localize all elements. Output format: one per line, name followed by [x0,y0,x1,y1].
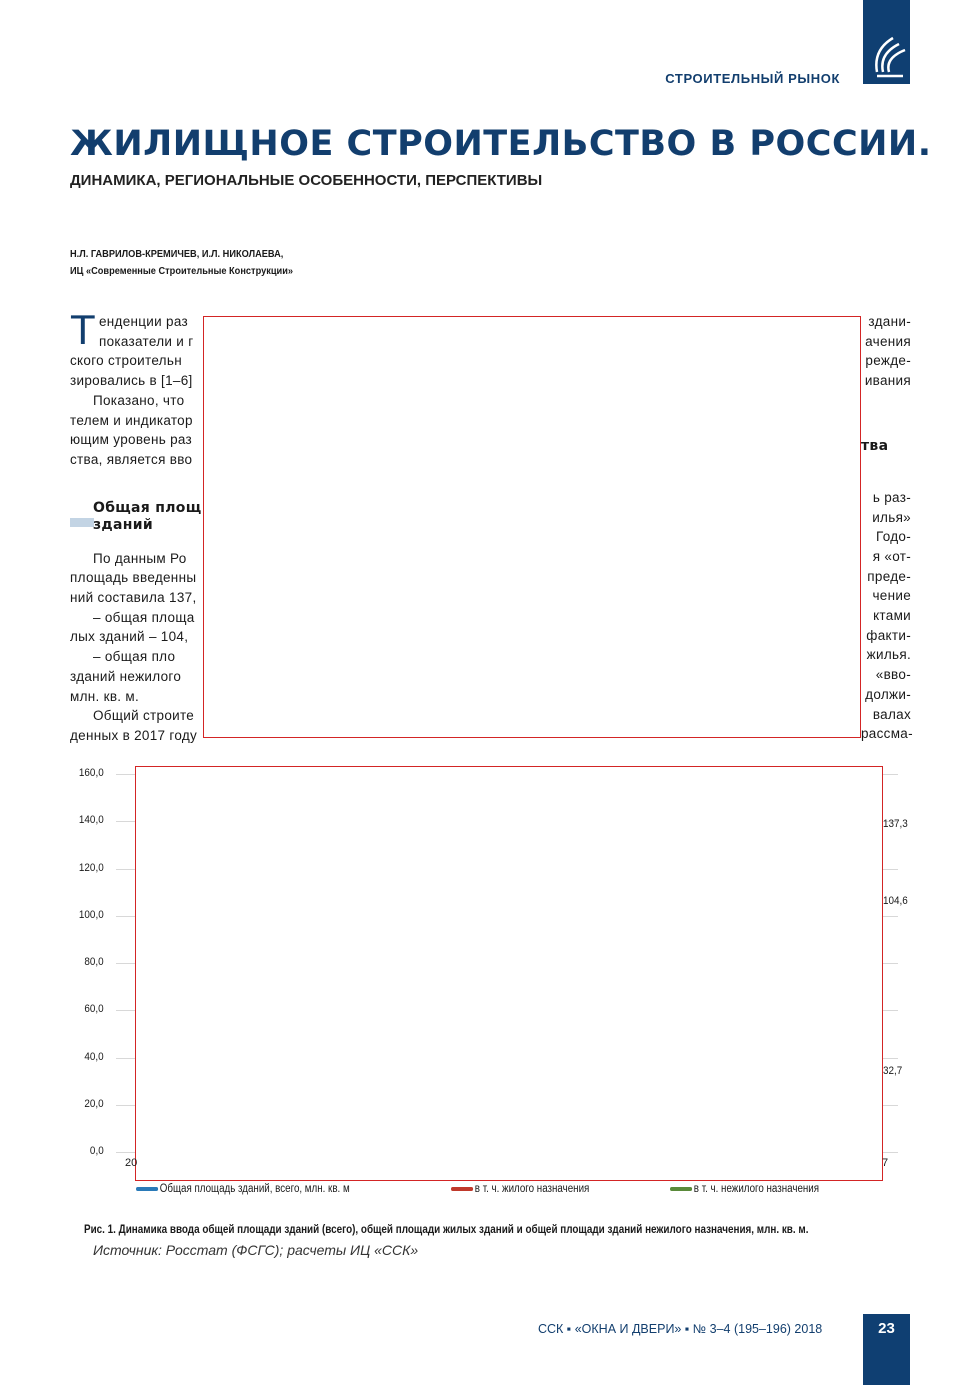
y-tick-label: 0,0 [89,1145,104,1157]
text-line: ского строительн [70,353,182,369]
right-column [861,312,911,744]
y-tick-label: 100,0 [78,908,104,921]
section-heading: тва [861,437,889,454]
legend-swatch [136,1187,158,1191]
section-heading: Общая площ [93,499,202,516]
text-line: млн. кв. м. [70,688,140,704]
text-line: денных в 2017 году [70,727,198,743]
text-line: ачения [865,333,911,349]
data-label: 32,7 [883,1064,903,1077]
redacted-region [203,316,861,738]
text-line: Общий строите [93,708,195,724]
article-subtitle: ДИНАМИКА, РЕГИОНАЛЬНЫЕ ОСОБЕННОСТИ, ПЕРСПЕКТИВЫ [70,172,543,189]
text-line: По данным Ро [93,550,187,566]
article-title: ЖИЛИЩНОЕ СТРОИТЕЛЬСТВО В РОССИИ. [70,124,932,164]
affiliation: ИЦ «Современные Строительные Конструкции» [70,265,294,277]
text-line: преде- [867,568,911,584]
logo [863,0,910,84]
text-line: зировались в [1–6] [70,373,193,389]
text-line: – общая пло [93,649,176,665]
text-line: ющим уровень раз [70,432,193,448]
text-line: площадь введенны [70,570,197,586]
left-column [70,306,202,746]
text-line: енденции раз [98,314,188,329]
y-tick-label: 140,0 [78,814,104,827]
text-line: должи- [865,686,911,702]
text-line: «вво- [875,667,911,683]
text-line: Показано, что [93,392,185,408]
figure-source: Источник: Росстат (ФСГС); расчеты ИЦ «ССК» [93,1242,419,1258]
section-heading: зданий [93,516,153,533]
text-line: показатели и г [98,333,194,349]
text-line: жилья. [866,647,911,663]
author-names: Н.Л. ГАВРИЛОВ-КРЕМИЧЕВ, И.Л. НИКОЛАЕВА, [70,248,284,260]
y-tick-label: 120,0 [78,861,104,874]
text-line: здани- [868,314,911,329]
legend-label: в т. ч. нежилого назначения [693,1183,820,1195]
text-line: лых зданий – 104, [70,629,189,645]
logo-icon [863,0,910,84]
text-line: ь раз- [872,489,911,505]
text-line: ктами [873,608,911,624]
text-line: Годо- [876,529,911,545]
legend-swatch [451,1187,473,1191]
x-tick-first: 20 [125,1157,138,1169]
y-tick-label: 80,0 [84,956,104,968]
text-line: чение [872,588,911,604]
authors [70,246,293,280]
figure-caption: Рис. 1. Динамика ввода общей площади зданий (всего), общей площади жилых зданий и общей площади зданий нежилого назначения, млн. кв. м. [84,1224,809,1236]
y-tick-label: 40,0 [84,1050,104,1063]
y-tick-label: 20,0 [84,1097,104,1110]
data-label: 137,3 [883,817,908,830]
legend-label: в т. ч. жилого назначения [474,1183,590,1195]
page-number: 23 [863,1314,910,1385]
text-line: – общая площа [93,609,195,625]
text-line: ний составила 137, [70,590,197,606]
text-line: ивания [864,373,911,389]
text-line: илья» [872,509,911,525]
legend-item-total [136,1183,350,1195]
text-line: рассма- [861,726,913,742]
text-line: ства, является вво [70,451,193,467]
text-line: валах [872,706,911,722]
text-line: телем и индикатор [70,412,193,428]
data-label: 104,6 [883,894,908,907]
legend-label: Общая площадь зданий, всего, млн. кв. м [159,1183,350,1195]
x-tick-last: 7 [882,1157,889,1169]
y-tick-label: 160,0 [78,767,104,779]
y-tick-label: 60,0 [84,1003,104,1016]
dropcap: Т [70,306,96,353]
redacted-chart-region [135,766,883,1181]
legend-swatch [670,1187,692,1191]
text-line: зданий нежилого [70,668,182,684]
footer-journal: ССК ▪ «ОКНА И ДВЕРИ» ▪ № 3–4 (195–196) 2018 [538,1322,823,1336]
text-line: факти- [866,627,911,643]
legend-item-residential [451,1183,589,1195]
text-line: режде- [865,353,911,369]
text-line: я «от- [872,548,911,564]
section-label: СТРОИТЕЛЬНЫЙ РЫНОК [665,71,840,86]
legend-item-nonresidential [670,1183,819,1195]
